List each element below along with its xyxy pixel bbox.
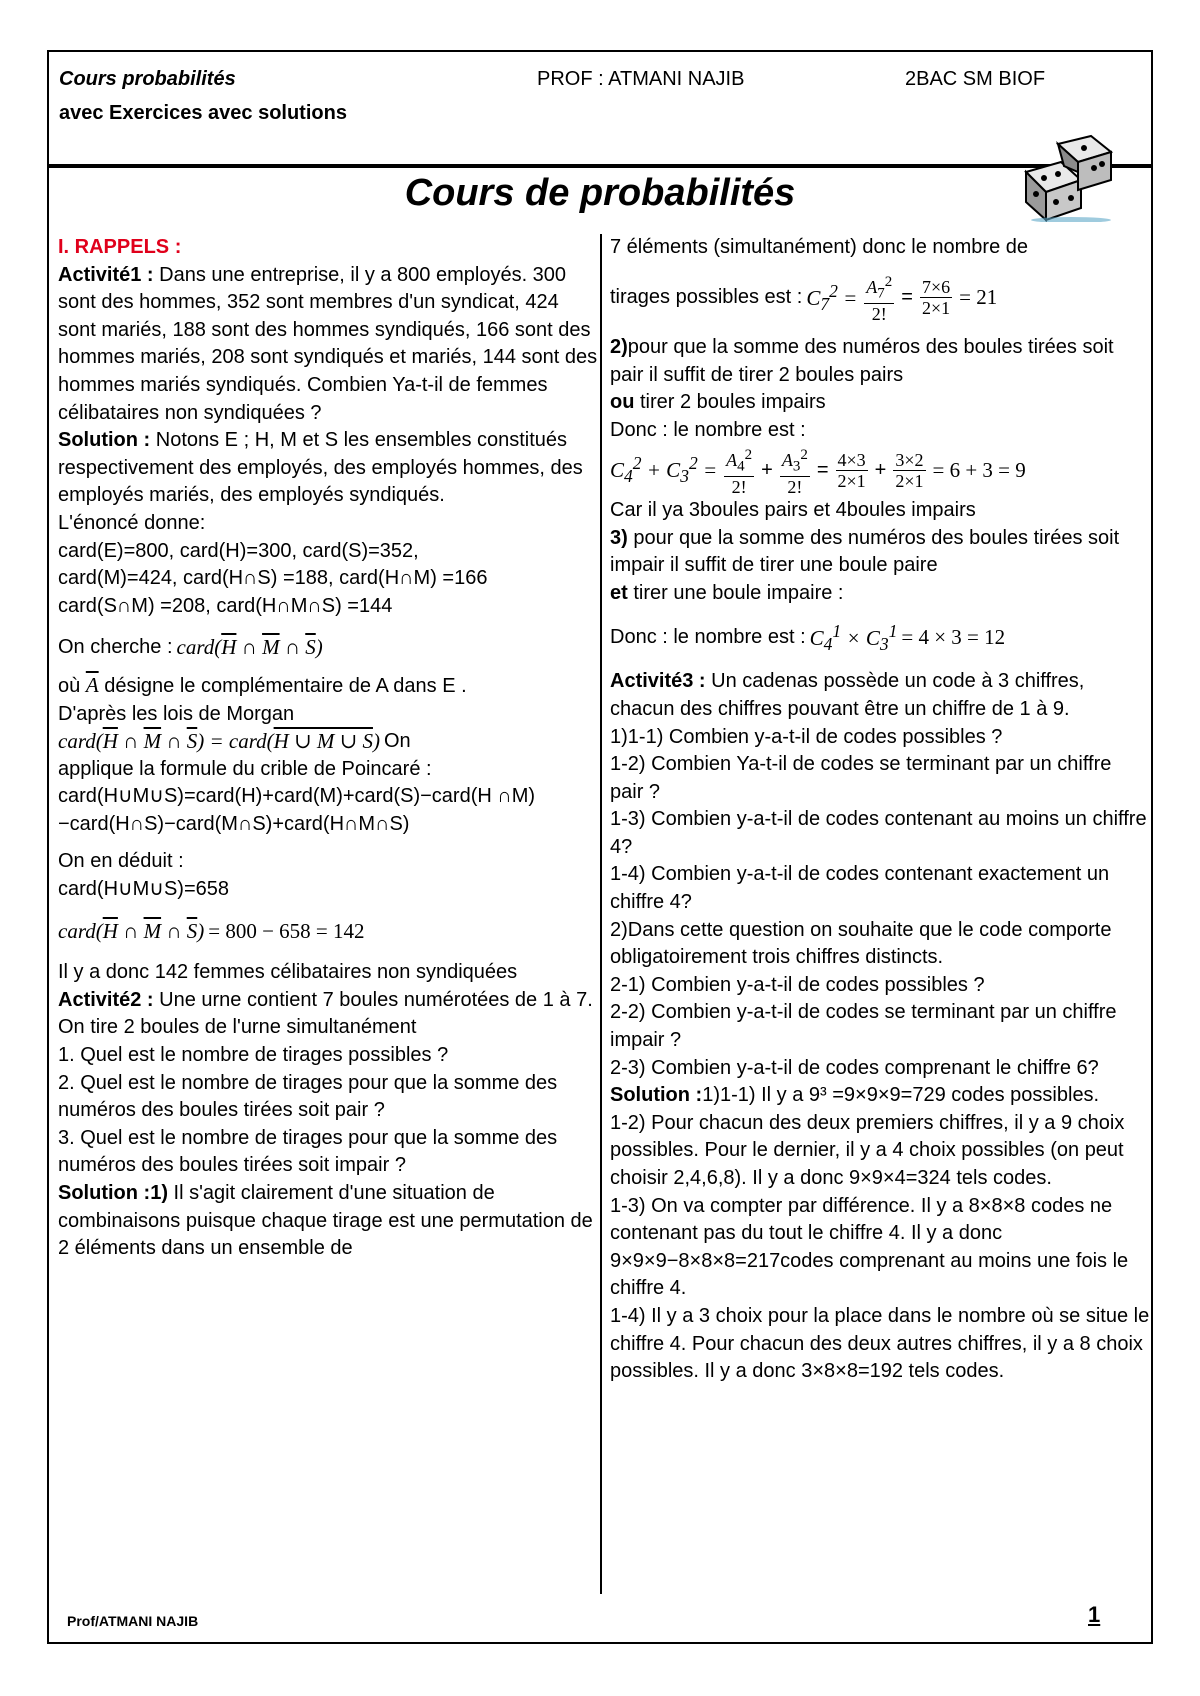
class-level: 2BAC SM BIOF (905, 68, 1046, 90)
card-line-1: card(E)=800, card(H)=300, card(S)=352, (58, 539, 419, 562)
question-1: 1. Quel est le nombre de tirages possibles ? (58, 1044, 449, 1067)
part-2: 2)pour que la somme des numéros des boules tirées soit pair il suffit de tirer 2 boules pairs (610, 336, 1114, 386)
dice-icon (1016, 132, 1116, 222)
left-column (58, 234, 598, 1263)
course-name: Cours probabilités (59, 68, 236, 90)
solution3: Solution :1)1-1) Il y a 9³ =9×9×9=729 codes possibles. (610, 1084, 1100, 1107)
result-formula: $card(\overline{H}$ ∩ $\overline{M}$ ∩ $\overline{S}$) = 800 − 658 = 142 (58, 918, 365, 943)
morgan-formula: $card(\overline{H}$ ∩ $\overline{M}$ ∩ $\overline{S}$) = card(H ∪ M ∪ S) On (58, 729, 411, 754)
activity1: Activité1 : Dans une entreprise, il y a 800 employés. 300 sont des hommes, 352 sont membres d'un syndicat, 424 sont mariés, 188 sont des hommes syndiqués, 166 sont des hommes mariés, 208 sont syndiqués et mariés, 144 sont des hommes mariés syndiqués. Combien Ya-t-il de femmes célibataires non syndiquées ? (58, 263, 598, 424)
activity2: Activité2 : Une urne contient 7 boules numérotées de 1 à 7. (58, 988, 593, 1011)
sol-1-3: 1-3) On va compter par différence. Il y a 8×8×8 codes ne contenant pas du tout le chiffre 4. Il y a donc 9×9×9−8×8×8=217codes comprenant au moins une fois le chiffre 4. (610, 1194, 1129, 1300)
question-2: 2. Quel est le nombre de tirages pour que la somme des numéros des boules tirées soit pair ? (58, 1071, 558, 1122)
sol-1-2: 1-2) Pour chacun des deux premiers chiffres, il y a 9 choix possibles. Pour le dernier, il y a 4 choix possibles (on peut choisir 2,4,6,8). Il y a donc 9×9×4=324 tels codes. (610, 1111, 1125, 1189)
donc-1: Donc : le nombre est : (610, 418, 806, 441)
enonce: L'énoncé donne: (58, 511, 206, 534)
q-1-4: 1-4) Combien y-a-t-il de codes contenant exactement un chiffre 4? (610, 863, 1110, 914)
section-heading: I. RAPPELS : (58, 236, 182, 258)
deduit-value: card(H∪M∪S)=658 (58, 878, 229, 901)
crible: applique la formule du crible de Poincaré : (58, 757, 432, 780)
right-column (610, 234, 1150, 1386)
deduit: On en déduit : (58, 850, 184, 873)
car-line: Car il ya 3boules pairs et 4boules impairs (610, 499, 976, 522)
conclusion: Il y a donc 142 femmes célibataires non syndiquées (58, 961, 518, 984)
card-line-2: card(M)=424, card(H∩S) =188, card(H∩M) =166 (58, 567, 488, 590)
page-number: 1 (1088, 1602, 1101, 1627)
on-cherche: On cherche : $card(\overline{H}$ ∩ $\overline{M}$ ∩ $\overline{S}$) (58, 635, 323, 660)
activity3: Activité3 : Un cadenas possède un code à 3 chiffres, chacun des chiffres pouvant être un chiffre de 1 à 9. (610, 670, 1085, 720)
activity2-line: On tire 2 boules de l'urne simultanément (58, 1016, 417, 1039)
q-2-1: 2-1) Combien y-a-t-il de codes possibles ? (610, 973, 985, 996)
professor-name: PROF : ATMANI NAJIB (537, 68, 745, 90)
pair-formula: $C_4^2 + C_3^2$ = $\frac{A_4^2}{2!}$ + $\frac{A_3^2}{2!}$ = $\frac{4\times 3}{2\times 1}$ + $\frac{3\times 2}{2\times 1}$ = 6 + 3 = 9 (610, 446, 1026, 498)
morgan: D'après les lois de Morgan (58, 702, 295, 725)
part-3-et: et tirer une boule impaire : (610, 581, 844, 604)
right-line-1: 7 éléments (simultanément) donc le nombre de (610, 236, 1028, 258)
q-1-2: 1-2) Combien Ya-t-il de codes se terminant par un chiffre pair ? (610, 753, 1112, 803)
solution1: Solution : Notons E ; H, M et S les ensembles constitués respectivement des employés, des employés hommes, des employés mariés, des employés syndiqués. (58, 429, 583, 507)
tirages-formula: tirages possibles est : $C_7^2$ = $\frac{A_7^2}{2!}$ = $\frac{7\times 6}{2\times 1}$ = 21 (610, 273, 998, 325)
column-divider (600, 234, 602, 1594)
q-2-2: 2-2) Combien y-a-t-il de codes se terminant par un chiffre impair ? (610, 1001, 1117, 1052)
part-2-ou: ou tirer 2 boules impairs (610, 391, 826, 414)
complement-note: où $\overline{A}$ désigne le complémentaire de A dans E . (58, 672, 467, 697)
page-title: Cours de probabilités (404, 172, 796, 214)
footer-author: Prof/ATMANI NAJIB (67, 1613, 199, 1629)
page-header (47, 50, 1153, 168)
course-subtitle: avec Exercices avec solutions (59, 102, 347, 124)
part-3: 3) pour que la somme des numéros des boules tirées soit impair il suffit de tirer une boule paire (610, 526, 1120, 577)
card-line-3: card(S∩M) =208, card(H∩M∩S) =144 (58, 594, 393, 617)
crible-formula: card(H∪M∪S)=card(H)+card(M)+card(S)−card(H ∩M)−card(H∩S)−card(M∩S)+card(H∩M∩S) (58, 785, 536, 835)
question-3: 3. Quel est le nombre de tirages pour que la somme des numéros des boules tirées soit impair ? (58, 1126, 558, 1177)
sol-1-4: 1-4) Il y a 3 choix pour la place dans le nombre où se situe le chiffre 4. Pour chacun des deux autres chiffres, il y a 8 choix possibles. Il y a donc 3×8×8=192 tels codes. (610, 1304, 1150, 1383)
q-1-3: 1-3) Combien y-a-t-il de codes contenant au moins un chiffre 4? (610, 808, 1147, 858)
solution2: Solution :1) Il s'agit clairement d'une situation de combinaisons puisque chaque tirage est une permutation de 2 éléments dans un ensemble de (58, 1182, 593, 1260)
q-2: 2)Dans cette question on souhaite que le code comporte obligatoirement trois chiffres distincts. (610, 918, 1112, 969)
q-2-3: 2-3) Combien y-a-t-il de codes comprenant le chiffre 6? (610, 1056, 1099, 1079)
q-1-1: 1)1-1) Combien y-a-t-il de codes possibles ? (610, 725, 1003, 748)
impair-formula: Donc : le nombre est : $C_4^1 \times C_3^1$ = 4 × 3 = 12 (610, 620, 1006, 654)
